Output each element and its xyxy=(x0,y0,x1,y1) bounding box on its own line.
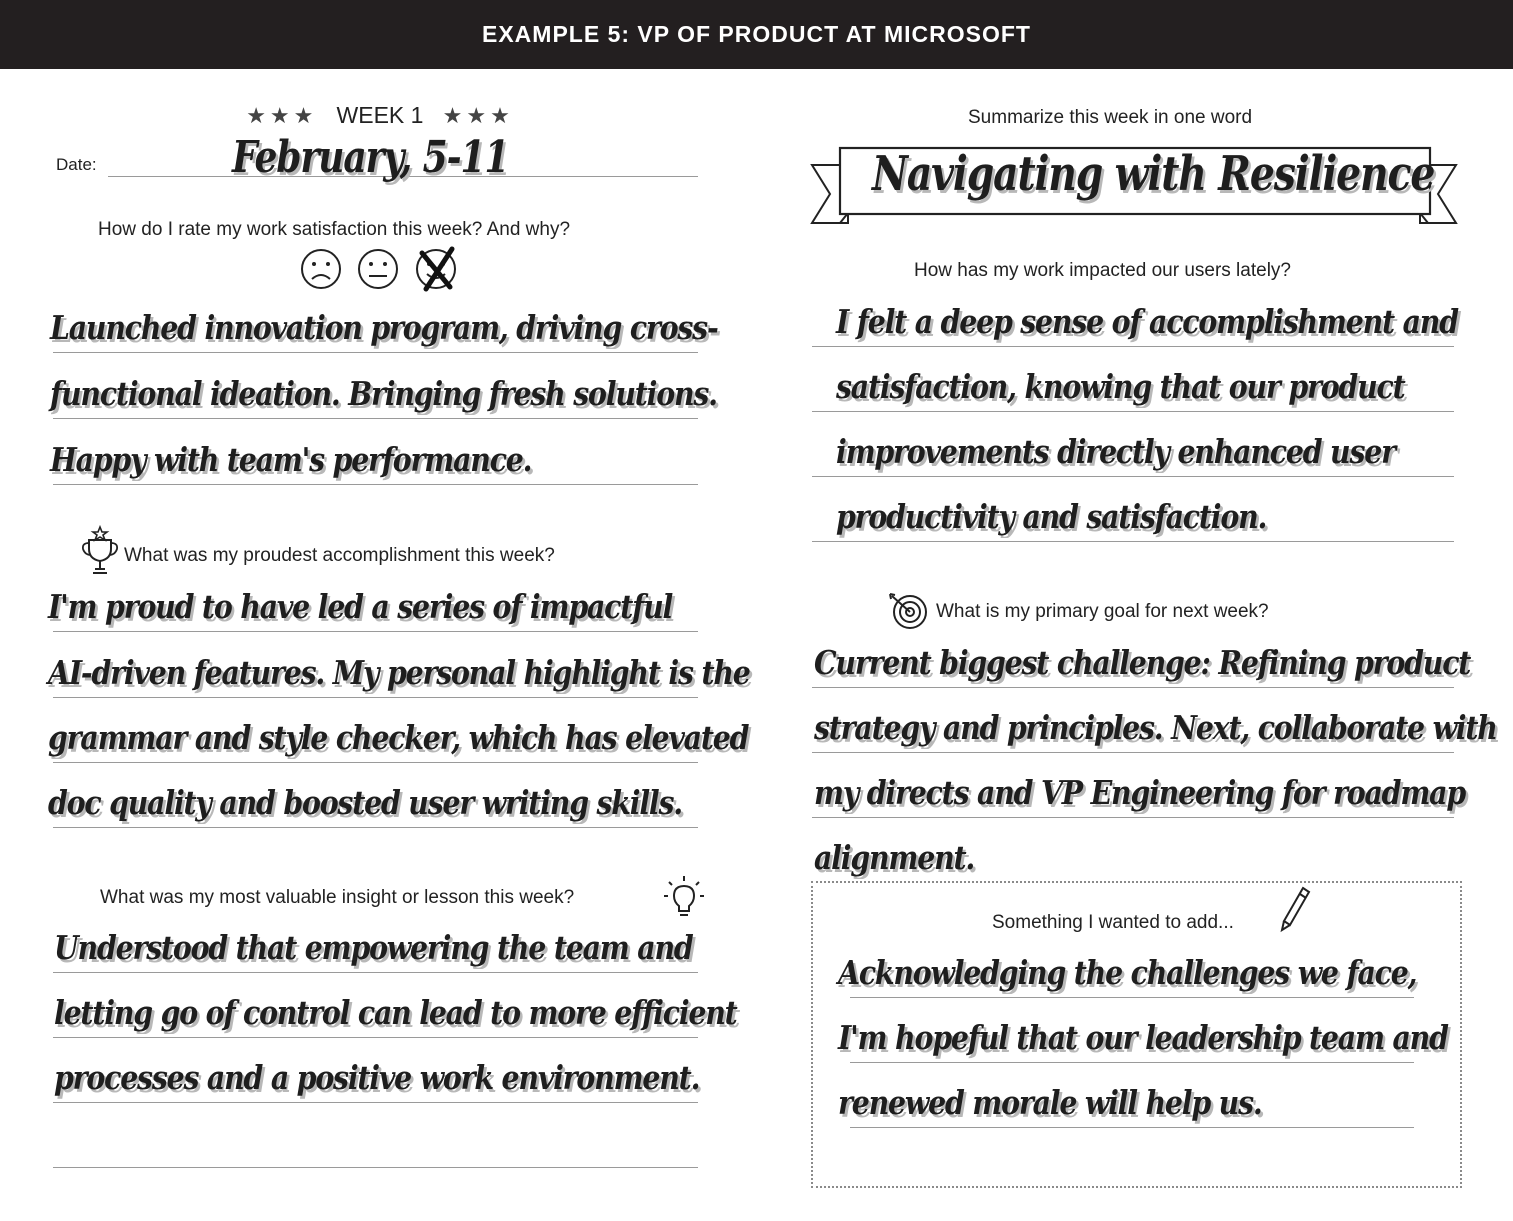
proudest-answer-line-2: AI-driven features. My personal highlight is the xyxy=(48,653,750,692)
answer-line xyxy=(53,1037,698,1038)
satisfaction-answer-line-3: Happy with team's performance. xyxy=(50,440,532,479)
summary-prompt: Summarize this week in one word xyxy=(968,107,1253,128)
date-label: Date: xyxy=(56,155,97,174)
answer-line xyxy=(812,541,1454,542)
week-heading xyxy=(0,102,760,129)
stars-right-icon: ★★★ xyxy=(442,103,514,128)
target-icon xyxy=(886,591,930,631)
answer-line xyxy=(53,631,698,632)
answer-line xyxy=(812,346,1454,347)
goal-answer-line-2: strategy and principles. Next, collaborate with xyxy=(814,708,1497,747)
satisfaction-prompt: How do I rate my work satisfaction this week? And why? xyxy=(98,219,571,240)
impact-answer-line-4: productivity and satisfaction. xyxy=(836,497,1267,536)
page-header xyxy=(0,0,1513,69)
impact-answer-line-2: satisfaction, knowing that our product xyxy=(836,367,1405,406)
insight-answer-line-1: Understood that empowering the team and xyxy=(54,928,693,967)
answer-line xyxy=(850,1062,1414,1063)
impact-answer-line-3: improvements directly enhanced user xyxy=(836,432,1395,471)
sad-face-icon[interactable] xyxy=(299,247,343,291)
answer-line xyxy=(53,1102,698,1103)
insight-answer-line-3: processes and a positive work environment. xyxy=(54,1058,700,1097)
answer-line xyxy=(850,1127,1414,1128)
proudest-answer-line-4: doc quality and boosted user writing skills. xyxy=(48,783,682,822)
extra-answer-line-3: renewed morale will help us. xyxy=(838,1083,1262,1122)
answer-line xyxy=(53,352,698,353)
happy-face-selected-icon[interactable] xyxy=(414,247,458,291)
answer-line xyxy=(812,687,1454,688)
answer-line xyxy=(812,476,1454,477)
answer-line xyxy=(53,484,698,485)
insight-prompt: What was my most valuable insight or lesson this week? xyxy=(100,887,575,908)
goal-prompt: What is my primary goal for next week? xyxy=(936,601,1269,622)
insight-answer-line-2: letting go of control can lead to more efficient xyxy=(54,993,737,1032)
date-value: February, 5-11 xyxy=(232,132,509,183)
answer-line xyxy=(53,972,698,973)
week-label: WEEK 1 xyxy=(336,102,424,128)
answer-line xyxy=(812,817,1454,818)
trophy-icon xyxy=(80,525,120,577)
answer-line xyxy=(53,762,698,763)
proudest-prompt: What was my proudest accomplishment this week? xyxy=(124,545,555,566)
extra-answer-line-1: Acknowledging the challenges we face, xyxy=(838,953,1417,992)
impact-prompt: How has my work impacted our users lately? xyxy=(914,260,1291,281)
answer-line xyxy=(53,697,698,698)
goal-answer-line-1: Current biggest challenge: Refining product xyxy=(814,643,1471,682)
header-title: EXAMPLE 5: VP OF PRODUCT AT MICROSOFT xyxy=(482,21,1031,47)
satisfaction-answer-line-2: functional ideation. Bringing fresh solutions. xyxy=(50,374,717,413)
neutral-face-icon[interactable] xyxy=(356,247,400,291)
proudest-answer-line-3: grammar and style checker, which has elevated xyxy=(48,718,749,757)
impact-answer-line-1: I felt a deep sense of accomplishment and xyxy=(836,302,1458,341)
answer-line xyxy=(53,418,698,419)
pen-icon xyxy=(1278,885,1312,933)
answer-line xyxy=(53,1167,698,1168)
goal-answer-line-4: alignment. xyxy=(814,838,975,877)
stars-left-icon: ★★★ xyxy=(246,103,318,128)
answer-line xyxy=(53,827,698,828)
satisfaction-answer-line-1: Launched innovation program, driving cross- xyxy=(50,308,718,347)
lightbulb-icon xyxy=(662,874,706,918)
answer-line xyxy=(850,997,1414,998)
answer-line xyxy=(812,752,1454,753)
answer-line xyxy=(812,411,1454,412)
proudest-answer-line-1: I'm proud to have led a series of impactful xyxy=(48,587,673,626)
goal-answer-line-3: my directs and VP Engineering for roadmap xyxy=(814,773,1465,812)
summary-value: Navigating with Resilience xyxy=(872,146,1435,202)
extra-answer-line-2: I'm hopeful that our leadership team and xyxy=(838,1018,1448,1057)
extra-prompt: Something I wanted to add... xyxy=(992,912,1234,933)
